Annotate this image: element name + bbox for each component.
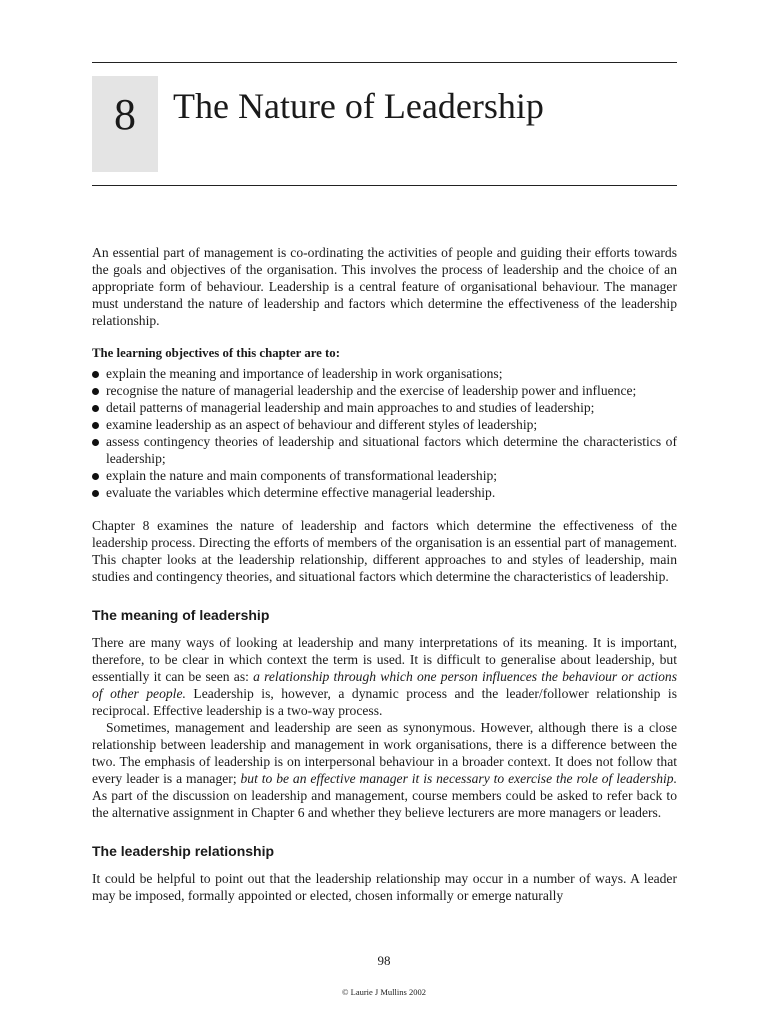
- overview-paragraph: Chapter 8 examines the nature of leadership and factors which determine the effectiveness of the leadership process. Directing the efforts of members of the organisation is an essential part of management. This chapter looks at the leadership relationship, different approaches to and styles of leadership, main studies and contingency theories, and situational factors which determine the characteristics of leadership.: [92, 518, 677, 584]
- objective-item: recognise the nature of managerial leadership and the exercise of leadership power and influence;: [92, 382, 677, 399]
- bullet-icon: [92, 439, 99, 446]
- bullet-icon: [92, 405, 99, 412]
- objectives-heading: The learning objectives of this chapter are to:: [92, 346, 340, 360]
- chapter-body: [92, 244, 677, 904]
- intro-paragraph: An essential part of management is co-ordinating the activities of people and guiding their efforts towards the goals and objectives of the organisation. This involves the process of leadership and the choice of an appropriate form of behaviour. Leadership is a central feature of organisational behaviour. The manager must understand the nature of leadership and factors which determine the effectiveness of the leadership relationship.: [92, 245, 677, 328]
- section-paragraph: Sometimes, management and leadership are seen as synonymous. However, although there is a close relationship between leadership and management in work organisations, there is a difference between the two. The emphasis of leadership is on interpersonal behaviour in a broader context. It does not follow that every leader is a manager; but to be an effective manager it is necessary to exercise the role of leadership. As part of the discussion on leadership and management, course members could be asked to refer back to the alternative assignment in Chapter 6 and whether they believe lecturers are more managers or leaders.: [92, 720, 677, 820]
- objective-item: detail patterns of managerial leadership and main approaches to and studies of leadership;: [92, 399, 677, 416]
- chapter-title: The Nature of Leadership: [173, 86, 544, 126]
- objective-item: assess contingency theories of leadership and situational factors which determine the characteristics of leadership;: [92, 433, 677, 467]
- objective-item: evaluate the variables which determine effective managerial leadership.: [92, 484, 677, 501]
- bullet-icon: [92, 388, 99, 395]
- page-number: 98: [377, 953, 391, 968]
- bullet-icon: [92, 473, 99, 480]
- bullet-icon: [92, 371, 99, 378]
- section-heading-meaning: The meaning of leadership: [92, 607, 270, 623]
- bullet-icon: [92, 490, 99, 497]
- objective-item: explain the nature and main components of transformational leadership;: [92, 467, 677, 484]
- section-paragraph: It could be helpful to point out that the leadership relationship may occur in a number of ways. A leader may be imposed, formally appointed or elected, chosen informally or emerge naturally: [92, 871, 677, 903]
- copyright-notice: © Laurie J Mullins 2002: [342, 987, 426, 997]
- chapter-number-box: [92, 76, 158, 172]
- objective-item: explain the meaning and importance of leadership in work organisations;: [92, 365, 677, 382]
- top-rule: [92, 62, 677, 63]
- objectives-list: [92, 365, 677, 501]
- section-paragraph: There are many ways of looking at leadership and many interpretations of its meaning. It is important, therefore, to be clear in which context the term is used. It is difficult to generalise about leadership, but essentially it can be seen as: a relationship through which one person influences the behaviour or actions of other people. Leadership is, however, a dynamic process and the leader/follower relationship is reciprocal. Effective leadership is a two-way process.: [92, 635, 678, 718]
- bullet-icon: [92, 422, 99, 429]
- chapter-number: 8: [114, 90, 136, 139]
- section-heading-relationship: The leadership relationship: [92, 843, 275, 859]
- objective-item: examine leadership as an aspect of behaviour and different styles of leadership;: [92, 416, 677, 433]
- bottom-rule: [92, 185, 677, 186]
